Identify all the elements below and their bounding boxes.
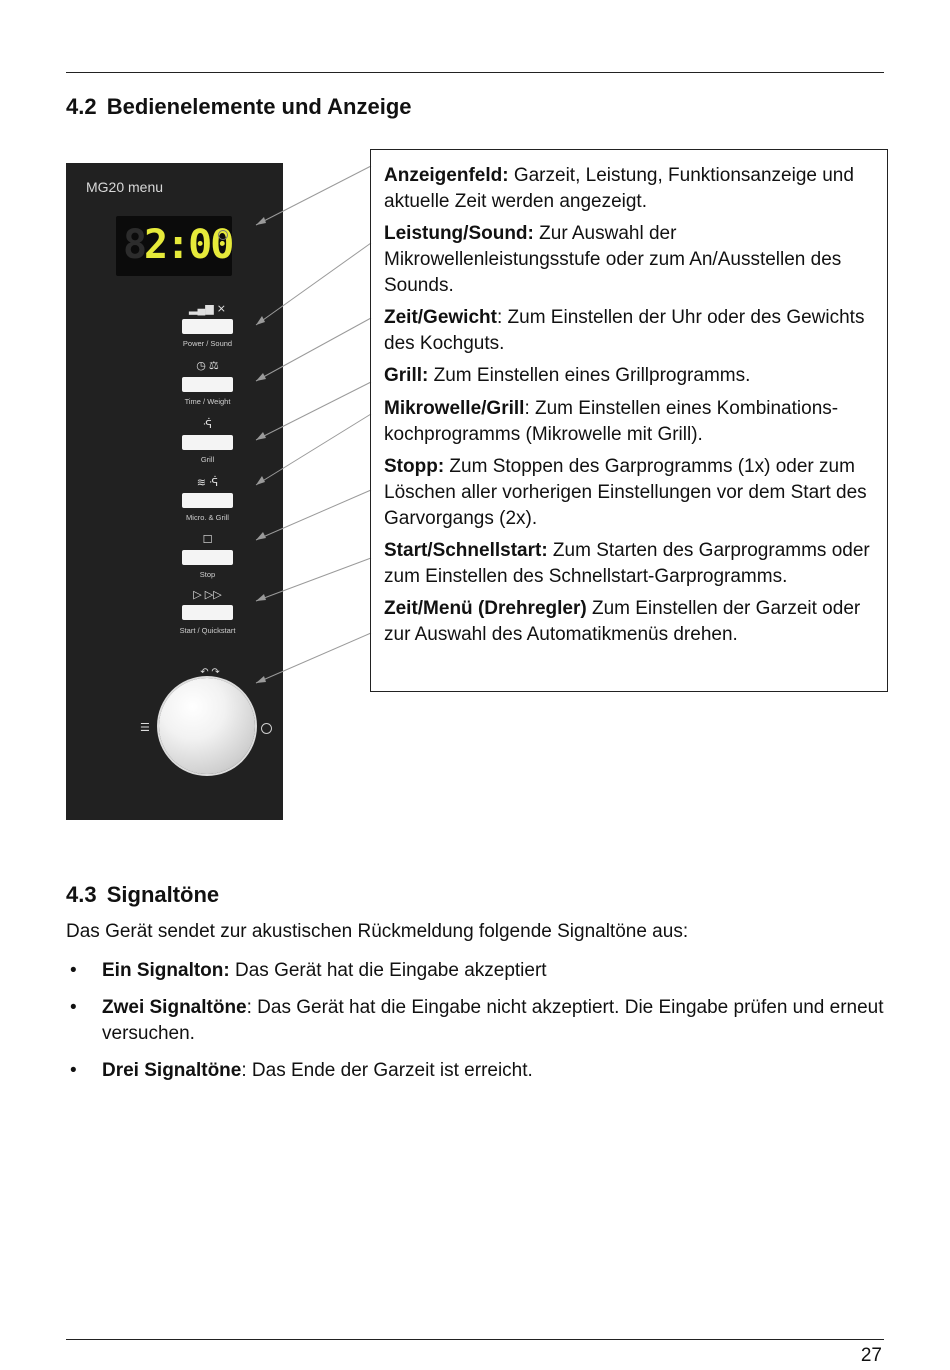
pointer-line-grill	[256, 382, 371, 440]
page-number: 27	[860, 1345, 882, 1366]
power-sound-label: Power / Sound	[182, 339, 233, 348]
desc-power-sound: Leistung/Sound: Zur Auswahl der Mikrowellenleistungsstufe oder zum An/Ausstellen des Sounds.	[384, 223, 842, 296]
bullet-dot: •	[70, 1060, 77, 1081]
micro-grill-icons: ≋ ᕎ	[196, 477, 219, 489]
bullet-dot: •	[70, 997, 77, 1018]
start-quickstart-icons: ▷ ▷▷	[193, 589, 222, 601]
stop-label: Stop	[199, 570, 216, 579]
display-time: 2:00	[144, 222, 233, 268]
desc-stop: Stopp: Zum Stoppen des Garprogramms (1x) oder zum Löschen aller vorherigen Einstellungen vor dem Start des Garvorgangs (2x).	[384, 456, 867, 529]
pointer-line-display	[256, 166, 371, 225]
pointer-arrow-display	[256, 217, 266, 225]
pointer-arrow-power	[256, 316, 265, 325]
pointer-arrow-time	[256, 373, 266, 381]
pointer-line-start	[256, 558, 371, 601]
desc-micro-grill: Mikrowelle/Grill: Zum Einstellen eines Kombinations-kochprogramms (Mikrowelle mit Grill).	[384, 398, 839, 445]
pointer-arrow-knob	[256, 676, 266, 683]
pointer-arrow-micro	[256, 476, 265, 485]
pointer-line-knob	[256, 633, 371, 683]
power-sound-icons: ▂▄▆ ⨯	[189, 303, 226, 315]
grill-label: Grill	[200, 455, 215, 464]
display-ghost-digit: 8	[123, 222, 148, 268]
desc-display: Anzeigenfeld: Garzeit, Leistung, Funktionsanzeige und aktuelle Zeit werden angezeigt.	[384, 165, 854, 212]
description-box	[370, 149, 888, 692]
desc-grill: Grill: Zum Einstellen eines Grillprogramms.	[384, 365, 751, 386]
pointer-arrow-start	[256, 594, 266, 601]
rotate-arrows-icon: ↶ ↷	[200, 667, 220, 678]
pointer-arrow-grill	[256, 432, 266, 440]
section-heading-4-2: 4.2 Bedienelemente und Anzeige	[66, 94, 412, 119]
desc-time-weight: Zeit/Gewicht: Zum Einstellen der Uhr oder des Gewichts des Kochguts.	[384, 307, 865, 354]
panel-model-label: MG20 menu	[86, 179, 164, 195]
bullet-dot: •	[70, 960, 77, 981]
section-heading-4-3: 4.3 Signaltöne	[66, 882, 220, 907]
grill-icon: ᕎ	[202, 419, 213, 431]
pointer-line-micro	[256, 414, 371, 485]
micro-grill-label: Micro. & Grill	[186, 513, 229, 522]
time-weight-label: Time / Weight	[184, 397, 231, 406]
signal-intro: Das Gerät sendet zur akustischen Rückmeldung folgende Signaltöne aus:	[66, 921, 689, 942]
menu-list-icon: ☰	[140, 722, 150, 734]
stop-icon: ☐	[202, 534, 213, 546]
pointer-line-time	[256, 318, 371, 381]
pointer-line-stop	[256, 490, 371, 540]
desc-start: Start/Schnellstart: Zum Starten des Garprogramms oder zum Einstellen des Schnellstart-Garprogramms.	[384, 540, 870, 587]
pointer-line-power	[256, 243, 371, 325]
bottom-rule	[66, 1339, 884, 1340]
pointer-arrow-stop	[256, 532, 266, 540]
desc-knob: Zeit/Menü (Drehregler) Zum Einstellen der Garzeit oder zur Auswahl des Automatikmenüs drehen.	[384, 598, 861, 645]
start-quickstart-label: Start / Quickstart	[179, 626, 236, 635]
time-weight-icons: ◷ ⚖	[196, 360, 219, 372]
